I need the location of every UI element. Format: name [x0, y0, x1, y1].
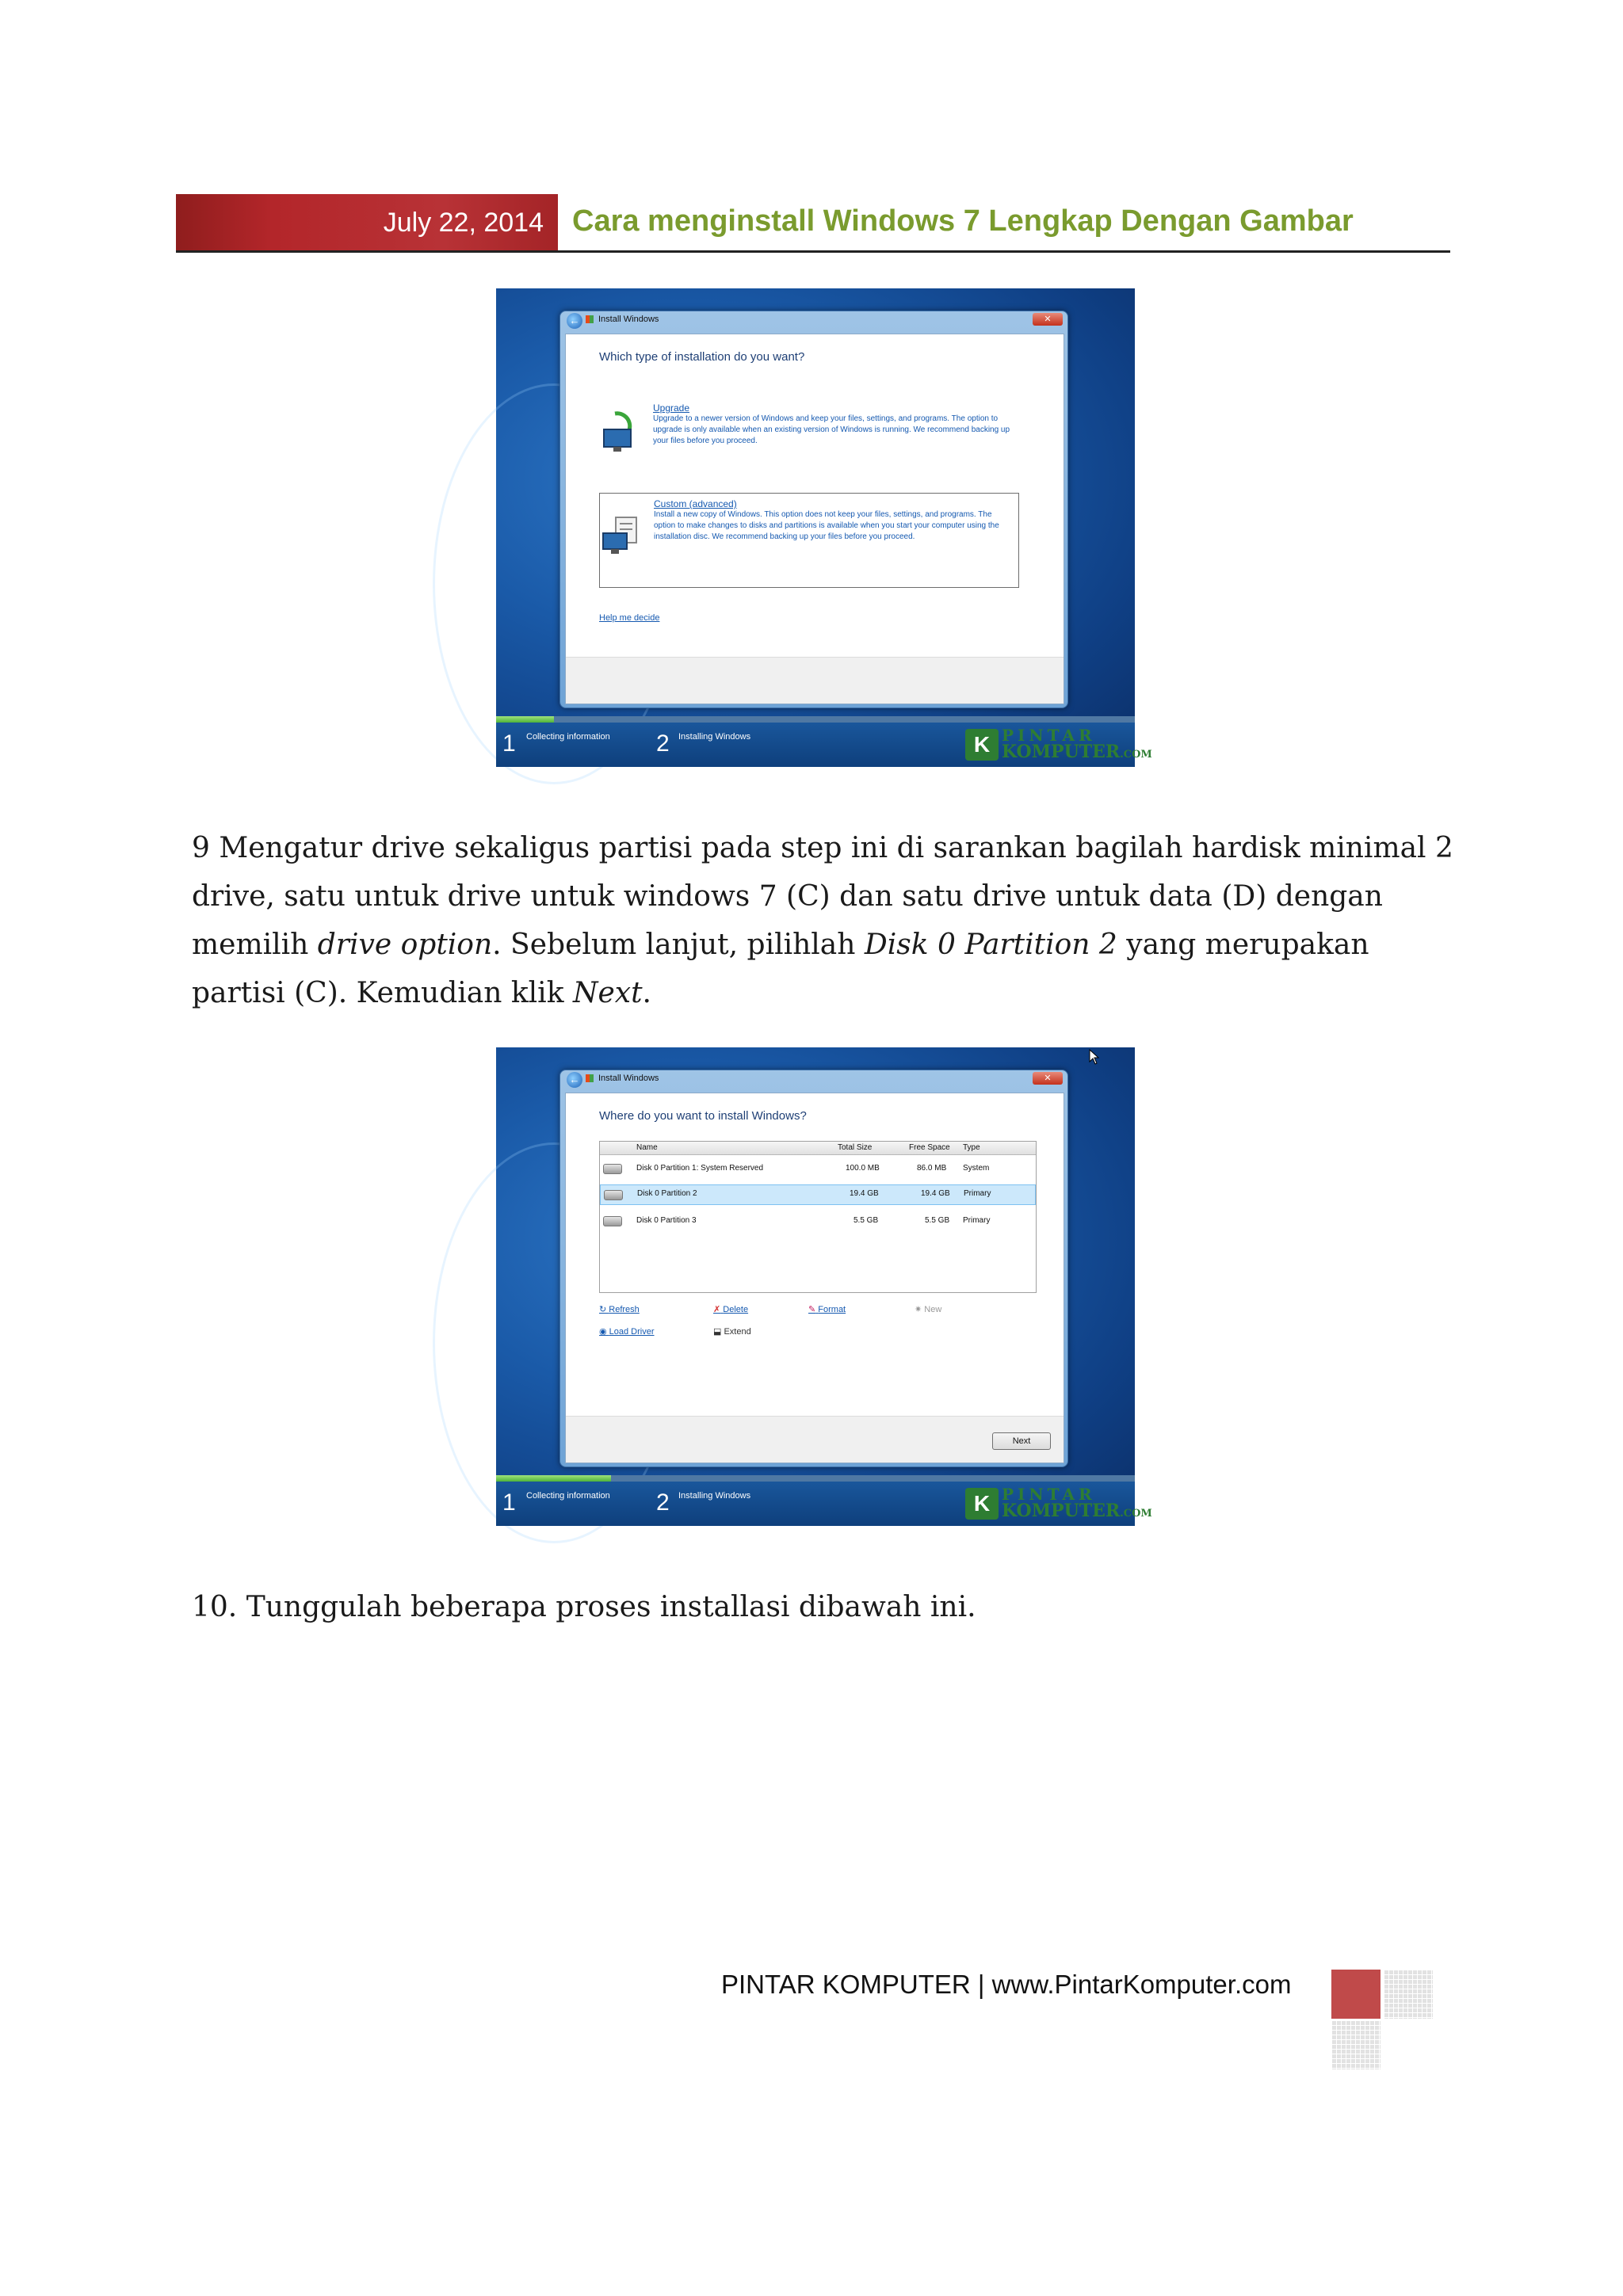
upgrade-option[interactable]	[653, 402, 1025, 447]
footer-text: PINTAR KOMPUTER | www.PintarKomputer.com	[721, 1970, 1292, 1999]
back-icon[interactable]: ←	[567, 1072, 582, 1088]
format-button[interactable]: ✎ Format	[808, 1305, 846, 1314]
step-2-label: Installing Windows	[678, 732, 751, 742]
disk-icon	[603, 1216, 622, 1226]
setup-taskbar	[496, 716, 1152, 767]
new-button[interactable]: ✷ New	[915, 1305, 942, 1314]
header-date: July 22, 2014	[383, 208, 544, 238]
partition-row[interactable]: Disk 0 Partition 1: System Reserved 100.0 MB 86.0 MB System	[600, 1159, 1036, 1178]
disk-icon	[603, 1164, 622, 1174]
upgrade-computer-icon	[599, 409, 640, 453]
close-icon[interactable]: ✕	[1033, 313, 1063, 326]
step-2-number: 2	[656, 1489, 670, 1516]
window-pane	[565, 334, 1064, 704]
footer-square-grey	[1384, 1970, 1433, 2019]
load-driver-button[interactable]: ◉ Load Driver	[599, 1327, 655, 1337]
header-rule	[176, 250, 1450, 253]
custom-title: Custom (advanced)	[654, 498, 737, 509]
setup-progress-fill	[496, 1475, 611, 1482]
delete-button[interactable]: ✗ Delete	[713, 1305, 749, 1314]
custom-option[interactable]	[599, 493, 1019, 588]
partition-row[interactable]: Disk 0 Partition 3 5.5 GB 5.5 GB Primary	[600, 1211, 1036, 1230]
refresh-button[interactable]: ↻ Refresh	[599, 1305, 640, 1314]
step-1-number: 1	[502, 1489, 516, 1516]
custom-install-icon	[601, 514, 643, 559]
footer-square-grey	[1331, 2020, 1381, 2069]
window-footer	[566, 1416, 1064, 1463]
windows-flag-icon	[586, 315, 594, 323]
upgrade-description: Upgrade to a newer version of Windows and keep your files, settings, and programs. The option to upgrade is only available when an existing version of Windows is running. We recommend backing up your files before you proceed.	[653, 414, 1010, 445]
step-1-label: Collecting information	[526, 1491, 610, 1501]
step-1-label: Collecting information	[526, 732, 610, 742]
column-type: Type	[963, 1143, 980, 1152]
setup-taskbar	[496, 1475, 1152, 1526]
install-location-question: Where do you want to install Windows?	[599, 1109, 807, 1123]
close-icon[interactable]: ✕	[1033, 1072, 1063, 1085]
footer-square-red	[1331, 1970, 1381, 2019]
setup-progress-track	[496, 1475, 1135, 1482]
window-title: Install Windows	[598, 1074, 659, 1083]
screenshot-install-location	[496, 1047, 1152, 1526]
partition-table-header	[600, 1142, 1036, 1155]
custom-description: Install a new copy of Windows. This option does not keep your files, settings, and programs. The option to make changes to disks and partitions is available when you start your computer using the installation disc. We recommend backing up your files before you proceed.	[654, 510, 999, 541]
next-button[interactable]: Next	[992, 1432, 1051, 1450]
column-total-size: Total Size	[838, 1143, 873, 1152]
column-free-space: Free Space	[909, 1143, 950, 1152]
upgrade-title: Upgrade	[653, 402, 690, 414]
paragraph-step-9: 9 Mengatur drive sekaligus partisi pada step ini di sarankan bagilah hardisk minimal 2 drive, satu untuk drive untuk windows 7 (C) dan satu drive untuk data (D) dengan memilih drive option. Sebelum lanjut, pilihlah Disk 0 Partition 2 yang merupakan partisi (C). Kemudian klik Next.	[192, 832, 1453, 1009]
partition-row-selected[interactable]: Disk 0 Partition 2 19.4 GB 19.4 GB Primary	[600, 1184, 1036, 1205]
mouse-cursor-icon	[1089, 1049, 1100, 1065]
setup-progress-track	[496, 716, 1135, 723]
disk-icon	[604, 1190, 623, 1200]
back-icon[interactable]: ←	[567, 313, 582, 329]
window-footer	[566, 657, 1064, 704]
header-title: Cara menginstall Windows 7 Lengkap Dengan Gambar	[572, 204, 1354, 238]
step-2-label: Installing Windows	[678, 1491, 751, 1501]
pintar-komputer-logo: K PINTAR KOMPUTER.COM	[960, 1485, 1127, 1521]
setup-progress-fill	[496, 716, 554, 723]
paragraph-step-10: 10. Tunggulah beberapa proses installasi dibawah ini.	[192, 1591, 976, 1623]
step-1-number: 1	[502, 730, 516, 757]
help-me-decide-link[interactable]: Help me decide	[599, 613, 660, 623]
screenshot-installation-type	[496, 288, 1152, 767]
step-2-number: 2	[656, 730, 670, 757]
windows-flag-icon	[586, 1074, 594, 1082]
window-pane	[565, 1093, 1064, 1463]
install-window	[559, 311, 1068, 708]
install-question: Which type of installation do you want?	[599, 350, 805, 364]
pintar-komputer-logo: K PINTAR KOMPUTER.COM	[960, 726, 1127, 762]
install-window-2	[559, 1070, 1068, 1467]
window-title: Install Windows	[598, 315, 659, 324]
extend-button[interactable]: ⬓ Extend	[713, 1327, 751, 1337]
column-name: Name	[636, 1143, 658, 1152]
partition-table	[599, 1141, 1037, 1293]
